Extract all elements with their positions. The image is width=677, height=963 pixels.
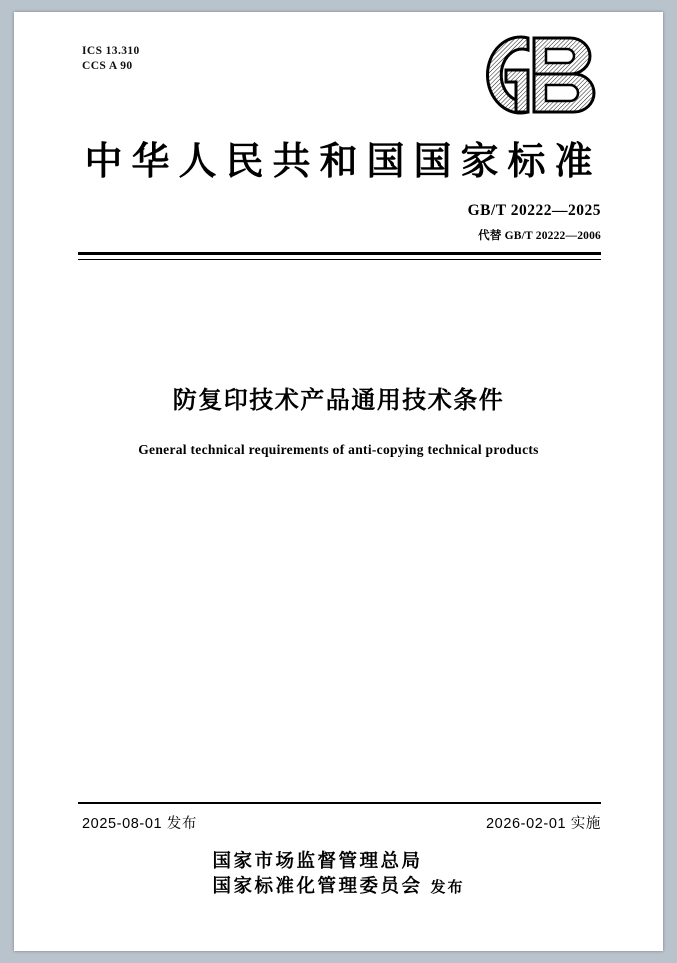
issuer-verb: 发布 — [430, 880, 465, 896]
header-rule-thick — [78, 252, 601, 255]
issuer-line-1: 国家市场监督管理总局 — [212, 852, 423, 872]
document-title-english: General technical requirements of anti-copying technical products — [138, 442, 539, 457]
effective-date: 2026-02-01 实施 — [486, 816, 601, 832]
issuer-line-2: 国家标准化管理委员会 — [212, 877, 423, 897]
ics-code: ICS 13.310 — [82, 45, 140, 57]
issue-date: 2025-08-01 发布 — [82, 816, 197, 832]
footer-rule — [78, 802, 601, 804]
ccs-code: CCS A 90 — [82, 60, 133, 72]
issuer-names — [212, 850, 422, 900]
gb-emblem-icon — [466, 32, 601, 117]
page-content — [14, 12, 663, 951]
document-title-chinese: 防复印技术产品通用技术条件 — [172, 388, 505, 414]
national-standard-title: 中华人民共和国国家标准 — [84, 141, 602, 183]
ics-classification-block — [82, 44, 140, 74]
standard-replaces: 代替 GB/T 20222—2006 — [478, 230, 601, 242]
document-page — [14, 12, 663, 951]
standard-number: GB/T 20222—2025 — [467, 202, 601, 219]
header-rule-thin — [78, 259, 601, 260]
issuer-block — [14, 850, 663, 900]
